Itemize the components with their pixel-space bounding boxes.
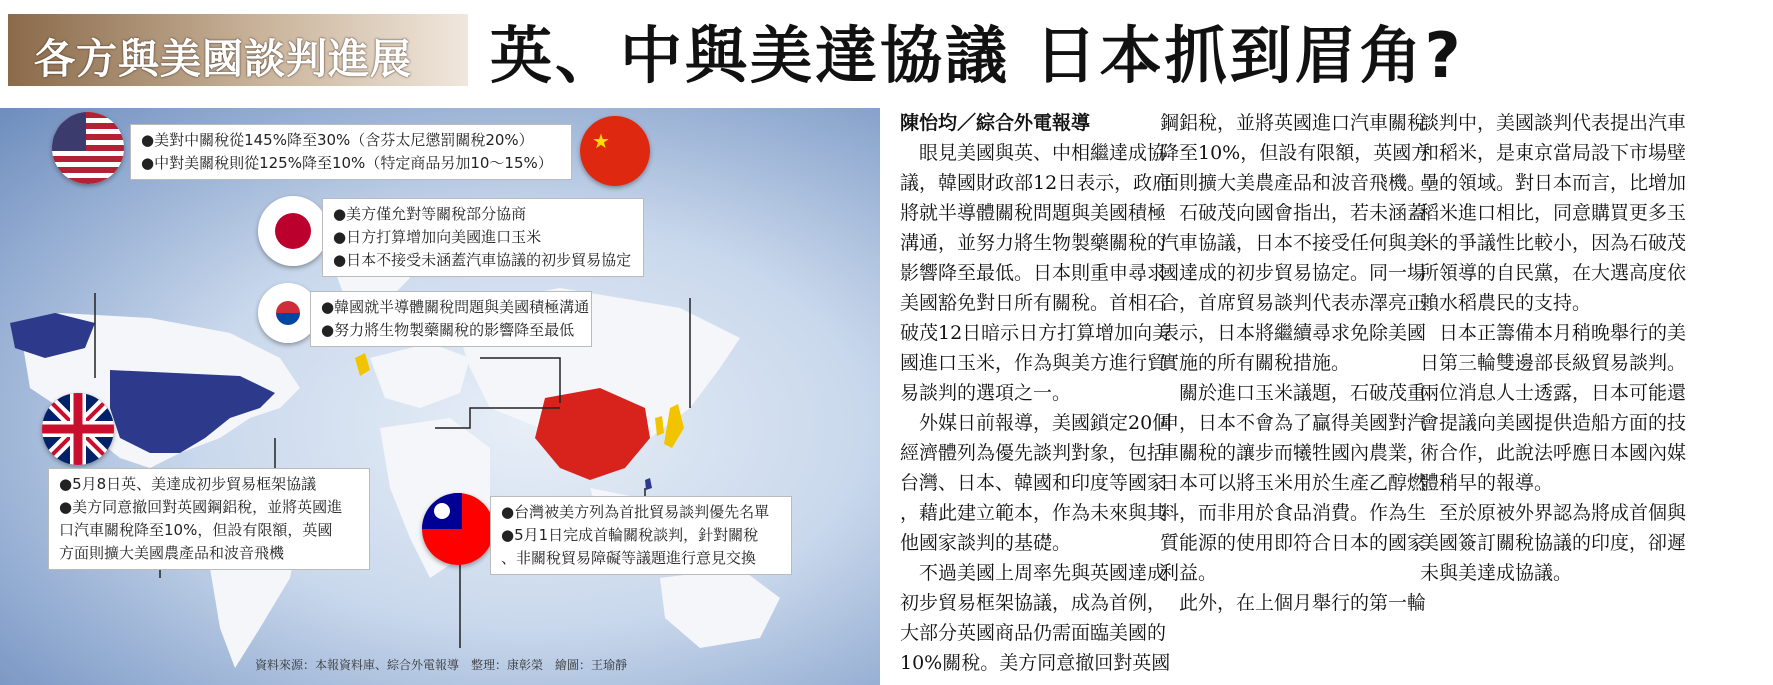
article-line: 實施的所有關稅措施。 bbox=[1160, 352, 1351, 374]
headline: 英、中與美達協議 日本抓到眉角? bbox=[490, 19, 1464, 92]
article-line: 議，韓國財政部12日表示，政府 bbox=[900, 172, 1172, 194]
article-line: 未與美達成協議。 bbox=[1420, 562, 1573, 584]
article-line: 日本可以將玉米用於生產乙醇燃 bbox=[1160, 472, 1427, 494]
article-line: 美國豁免對日所有關稅。首相石 bbox=[900, 292, 1167, 314]
article-line: 所領導的自民黨，在大選高度依 bbox=[1420, 262, 1687, 284]
article-line: 利益。 bbox=[1160, 562, 1218, 584]
article-line: 經濟體列為優先談判對象，包括 bbox=[900, 442, 1167, 464]
world-map bbox=[0, 108, 880, 685]
japan-flag bbox=[258, 196, 328, 266]
article-line: 台灣、日本、韓國和印度等國家 bbox=[900, 472, 1167, 494]
us-flag bbox=[52, 112, 124, 184]
taiwan-flag-icon bbox=[422, 493, 494, 565]
korea-note bbox=[310, 291, 592, 347]
article-line: 申，日本不會為了贏得美國對汽 bbox=[1160, 412, 1427, 434]
article-line: 他國家談判的基礎。 bbox=[900, 532, 1072, 554]
article-line: 降至10%，但設有限額，英國方 bbox=[1160, 142, 1431, 164]
article-line: 稻米進口相比，同意購買更多玉 bbox=[1420, 202, 1687, 224]
article-line: 日本正籌備本月稍晚舉行的美 bbox=[1420, 322, 1687, 344]
kicker-text: 各方與美國談判進展 bbox=[34, 35, 412, 83]
note-line: ●美對中關稅從145%降至30%（含芬太尼懲罰關稅20%） bbox=[141, 131, 534, 149]
article-line: 壘的領域。對日本而言，比增加 bbox=[1420, 172, 1687, 194]
article-line: 溝通，並努力將生物製藥關稅的 bbox=[900, 232, 1167, 254]
article-line: 眼見美國與英、中相繼達成協 bbox=[900, 142, 1167, 164]
note-line: ●美方僅允對等關稅部分協商 bbox=[333, 205, 527, 223]
china-flag-icon bbox=[580, 116, 650, 186]
note-line: 口汽車關稅降至10%，但設有限額，英國 bbox=[59, 521, 333, 539]
article-line: 合，首席貿易談判代表赤澤亮正 bbox=[1160, 292, 1427, 314]
article-line: 大部分英國商品仍需面臨美國的 bbox=[900, 622, 1167, 644]
note-line: ●韓國就半導體關稅問題與美國積極溝通 bbox=[321, 298, 590, 316]
byline: 陳怡均／綜合外電報導 bbox=[900, 112, 1091, 134]
article-line: 料，而非用於食品消費。作為生 bbox=[1160, 502, 1427, 524]
article-line: 初步貿易框架協議，成為首例， bbox=[900, 592, 1167, 614]
article-line: 表示，日本將繼續尋求免除美國 bbox=[1160, 322, 1427, 344]
us-flag-icon bbox=[52, 112, 124, 184]
article-line: 兩位消息人士透露，日本可能還 bbox=[1420, 382, 1687, 404]
article-line: 國達成的初步貿易協定。同一場 bbox=[1160, 262, 1427, 284]
china-flag bbox=[580, 116, 650, 186]
note-line: 、非關稅貿易障礙等議題進行意見交換 bbox=[501, 549, 757, 567]
japan-note bbox=[322, 198, 644, 277]
taiwan-note bbox=[490, 496, 792, 575]
note-line: ●5月8日英、美達成初步貿易框架協議 bbox=[59, 475, 317, 493]
article-line: 10%關稅。美方同意撤回對英國 bbox=[900, 652, 1171, 674]
note-line: ●美方同意撤回對英國鋼鋁稅，並將英國進 bbox=[59, 498, 343, 516]
note-line: ●日方打算增加向美國進口玉米 bbox=[333, 228, 542, 246]
source-credit: 資料來源：本報資料庫、綜合外電報導 整理：康彰榮 繪圖：王瑜靜 bbox=[255, 658, 628, 672]
korea-flag-icon bbox=[258, 283, 318, 343]
article-line: 此外，在上個月舉行的第一輪 bbox=[1160, 592, 1427, 614]
article-line: 賴水稻農民的支持。 bbox=[1420, 292, 1592, 314]
article-line: 易談判的選項之一。 bbox=[900, 382, 1072, 404]
article-line: 國進口玉米，作為與美方進行貿 bbox=[900, 352, 1167, 374]
article-line: 術合作，此說法呼應日本國內媒 bbox=[1420, 442, 1687, 464]
article-line: 面則擴大美農產品和波音飛機。 bbox=[1160, 172, 1427, 194]
article-line: 破茂12日暗示日方打算增加向美 bbox=[900, 322, 1172, 344]
uk-flag bbox=[42, 393, 114, 465]
article-line: 米的爭議性比較小，因為石破茂 bbox=[1420, 232, 1687, 254]
article-line: 日第三輪雙邊部長級貿易談判。 bbox=[1420, 352, 1687, 374]
column-2-text bbox=[1160, 108, 1431, 618]
note-line: ●中對美關稅則從125%降至10%（特定商品另加10～15%） bbox=[141, 154, 553, 172]
section-kicker bbox=[8, 14, 468, 86]
note-line: ●5月1日完成首輪關稅談判，針對關稅 bbox=[501, 526, 759, 544]
us-china-note bbox=[130, 124, 572, 180]
column-3-text bbox=[1420, 108, 1687, 588]
column-1-text bbox=[900, 138, 1172, 678]
article-line: 至於原被外界認為將成首個與 bbox=[1420, 502, 1687, 524]
article-line: 車關稅的讓步而犧牲國內農業， bbox=[1160, 442, 1427, 464]
australia-land bbox=[660, 568, 780, 648]
taiwan-shape bbox=[645, 478, 652, 490]
article-line: ，藉此建立範本，作為未來與其 bbox=[900, 502, 1167, 524]
article-line: 和稻米，是東京當局設下市場壁 bbox=[1420, 142, 1687, 164]
article-column-2 bbox=[1160, 108, 1431, 618]
article-line: 質能源的使用即符合日本的國家 bbox=[1160, 532, 1427, 554]
uk-note bbox=[48, 468, 370, 570]
article-line: 鋼鋁稅，並將英國進口汽車關稅 bbox=[1160, 112, 1427, 134]
korea-flag bbox=[258, 283, 318, 343]
taiwan-flag bbox=[422, 493, 494, 565]
article-line: 談判中，美國談判代表提出汽車 bbox=[1420, 112, 1687, 134]
map-infographic bbox=[0, 108, 880, 685]
note-line: ●日本不接受未涵蓋汽車協議的初步貿易協定 bbox=[333, 251, 632, 269]
article-line: 體稍早的報導。 bbox=[1420, 472, 1554, 494]
article-line: 汽車協議，日本不接受任何與美 bbox=[1160, 232, 1427, 254]
article-line: 美國簽訂關稅協議的印度，卻遲 bbox=[1420, 532, 1687, 554]
article-line: 石破茂向國會指出，若未涵蓋 bbox=[1160, 202, 1427, 224]
article-line: 不過美國上周率先與英國達成 bbox=[900, 562, 1167, 584]
europe-land bbox=[370, 343, 470, 408]
article-line: 影響降至最低。日本則重申尋求 bbox=[900, 262, 1167, 284]
article-line: 會提議向美國提供造船方面的技 bbox=[1420, 412, 1687, 434]
note-line: ●努力將生物製藥關稅的影響降至最低 bbox=[321, 321, 575, 339]
note-line: 方面則擴大美國農產品和波音飛機 bbox=[59, 544, 285, 562]
article-column-1 bbox=[900, 108, 1172, 678]
article-line: 將就半導體關稅問題與美國積極 bbox=[900, 202, 1167, 224]
uk-flag-icon bbox=[42, 393, 114, 465]
article-column-3 bbox=[1420, 108, 1687, 588]
japan-flag-icon bbox=[258, 196, 328, 266]
uk-shape bbox=[355, 353, 370, 376]
article-line: 關於進口玉米議題，石破茂重 bbox=[1160, 382, 1427, 404]
svg-text:★: ★ bbox=[592, 129, 610, 153]
article-line: 外媒日前報導，美國鎖定20個 bbox=[900, 412, 1172, 434]
note-line: ●台灣被美方列為首批貿易談判優先名單 bbox=[501, 503, 770, 521]
